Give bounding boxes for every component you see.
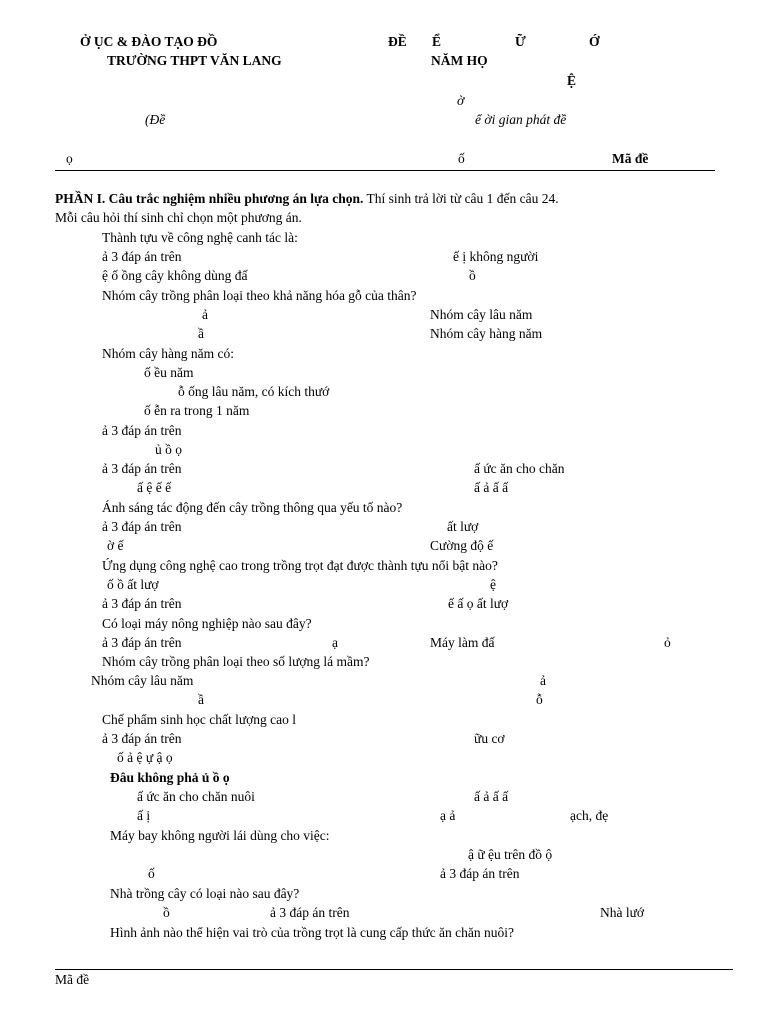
- answer-option: ỏ: [664, 635, 671, 650]
- question-text: Có loại máy nông nghiệp nào sau đây?: [102, 616, 312, 631]
- answer-option: ả 3 đáp án trên: [102, 596, 182, 611]
- answer-option: ấ ức ăn cho chăn: [474, 461, 565, 476]
- page-count-note: (Đề: [145, 112, 166, 127]
- question-text: Hình ảnh nào thể hiện vai trò của trồng trọt là cung cấp thức ăn chăn nuôi?: [110, 925, 514, 940]
- section-subtitle: Mỗi câu hỏi thí sinh chỉ chọn một phương án.: [55, 210, 302, 225]
- answer-option: ấ ức ăn cho chăn nuôi: [137, 789, 255, 804]
- question-text: Ứng dụng công nghệ cao trong trồng trọt đạt được thành tựu nổi bật nào?: [102, 558, 498, 573]
- answer-option: ả 3 đáp án trên: [102, 423, 182, 438]
- question-text: Máy bay không người lái dùng cho việc:: [110, 828, 330, 843]
- answer-option: ế ị không người: [453, 249, 539, 264]
- question-text: Đâu không phả ủ ồ ọ: [110, 770, 230, 785]
- answer-option: ồ: [469, 268, 476, 283]
- section-title-bold: PHẦN I. Câu trắc nghiệm nhiều phương án lựa chọn.: [55, 191, 364, 206]
- question-text: Nhà trồng cây có loại nào sau đây?: [110, 886, 300, 901]
- question-text: Ánh sáng tác động đến cây trồng thông qua yếu tố nào?: [102, 500, 403, 515]
- answer-option: ệ ố ồng cây không dùng đấ: [102, 268, 248, 283]
- answer-option: ố ồ ất lượ: [107, 577, 159, 592]
- answer-option: ấ ị: [137, 808, 151, 823]
- section-title: [55, 191, 559, 207]
- answer-option: ồ: [163, 905, 170, 920]
- answer-option: Máy làm đấ: [430, 635, 495, 650]
- footer-exam-code: Mã đề: [55, 972, 90, 987]
- answer-option: ố ều năm: [144, 365, 194, 380]
- answer-option: ấ ả ấ ấ: [474, 789, 509, 804]
- section-title-rest: Thí sinh trả lời từ câu 1 đến câu 24.: [363, 191, 559, 206]
- answer-option: ả 3 đáp án trên: [270, 905, 350, 920]
- question-text: Nhóm cây trồng phân loại theo khả năng hóa gỗ của thân?: [102, 288, 417, 303]
- answer-option: Nhóm cây lâu năm: [430, 307, 533, 322]
- question-text: ủ ồ ọ: [155, 442, 182, 457]
- answer-option: ố ả ệ ự ậ ọ: [117, 750, 173, 765]
- student-name-field: ọ: [66, 151, 73, 166]
- answer-option: ầ: [198, 326, 204, 341]
- answer-option: ầ: [198, 692, 204, 707]
- question-text: Chế phẩm sinh học chất lượng cao l: [102, 712, 297, 727]
- question-text: Nhóm cây trồng phân loại theo số lượng lá mầm?: [102, 654, 370, 669]
- answer-option: ấ ả ấ ấ: [474, 480, 509, 495]
- exam-title-part-4: Ớ: [589, 34, 600, 49]
- answer-option: ả 3 đáp án trên: [102, 731, 182, 746]
- answer-option: ỗ: [536, 692, 543, 707]
- answer-option: ữu cơ: [474, 731, 505, 746]
- answer-option: ạ: [332, 635, 338, 650]
- subject-line: Ệ: [567, 73, 577, 88]
- footer-divider: [55, 969, 733, 970]
- school-name: TRƯỜNG THPT VĂN LANG: [107, 53, 282, 68]
- exam-title-part-2: Ể: [432, 34, 442, 49]
- time-note: ể ời gian phát đề: [475, 112, 567, 127]
- answer-option: ất lượ: [447, 519, 479, 534]
- answer-option: Cường độ ế: [430, 538, 494, 553]
- answer-option: ả 3 đáp án trên: [440, 866, 520, 881]
- question-text: Nhóm cây hàng năm có:: [102, 346, 234, 361]
- answer-option: ế ấ ọ ất lượ: [448, 596, 509, 611]
- exam-title-part-1: ĐỀ: [388, 34, 407, 49]
- answer-option: Nhà lướ: [600, 905, 645, 920]
- answer-option: ả 3 đáp án trên: [102, 519, 182, 534]
- answer-option: ạch, đẹ: [570, 808, 609, 823]
- answer-option: Nhóm cây lâu năm: [91, 673, 194, 688]
- answer-option: ả: [202, 307, 208, 322]
- department-name: Ở ỤC & ĐÀO TẠO ĐỒ: [80, 34, 218, 49]
- answer-option: ố ễn ra trong 1 năm: [144, 403, 250, 418]
- answer-option: ấ ệ ế ế: [137, 480, 172, 495]
- answer-option: ạ ả: [440, 808, 456, 823]
- question-text: Thành tựu về công nghệ canh tác là:: [102, 230, 298, 245]
- school-year: NĂM HỌ: [431, 53, 488, 68]
- exam-title-part-3: Ữ: [515, 34, 526, 49]
- answer-option: ả: [540, 673, 546, 688]
- answer-option: Nhóm cây hàng năm: [430, 326, 543, 341]
- exam-code-label: Mã đề: [612, 151, 649, 166]
- answer-option: ố: [148, 866, 155, 881]
- header-divider: [55, 170, 715, 171]
- answer-option: ả 3 đáp án trên: [102, 635, 182, 650]
- answer-option: ả 3 đáp án trên: [102, 249, 182, 264]
- answer-option: ả 3 đáp án trên: [102, 461, 182, 476]
- answer-option: ệ: [490, 577, 496, 592]
- student-number-field: ố: [458, 151, 465, 166]
- duration-line: ờ: [457, 93, 465, 108]
- answer-option: ờ ế: [107, 538, 124, 553]
- answer-option: ậ ữ ệu trên đồ ộ: [468, 847, 553, 862]
- answer-option: ỗ ống lâu năm, có kích thướ: [178, 384, 330, 399]
